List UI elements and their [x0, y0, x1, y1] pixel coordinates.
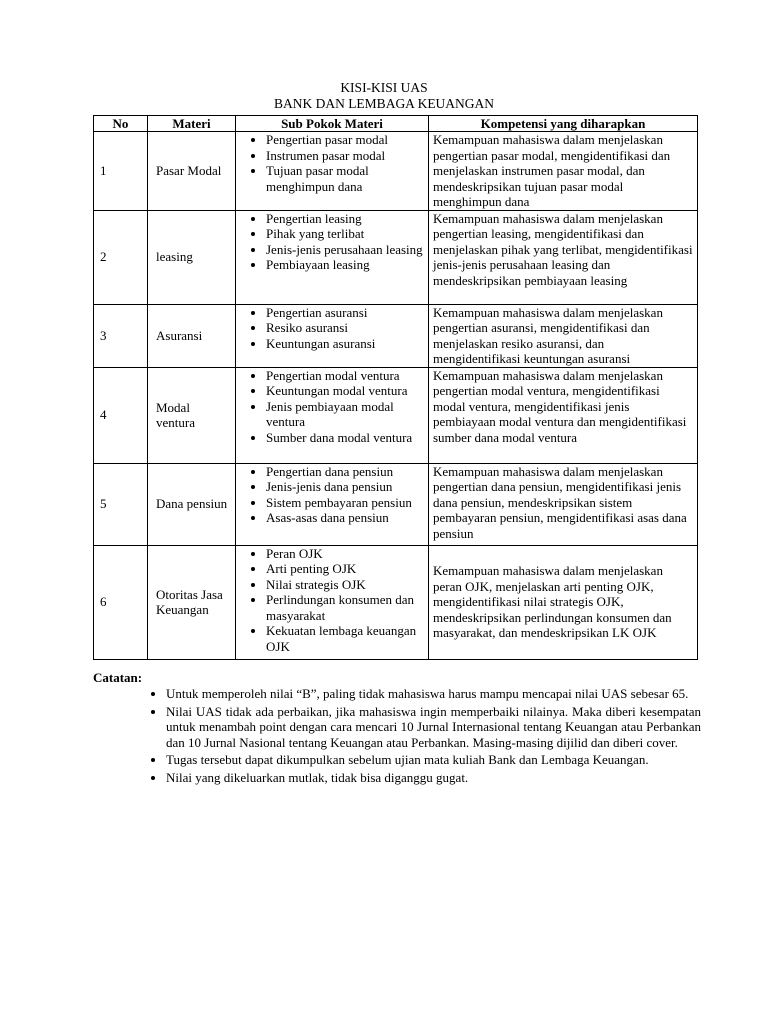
row-materi: Pasar Modal	[148, 132, 236, 211]
sub-item: • Keuntungan asuransi	[266, 336, 424, 352]
table-row	[94, 304, 698, 367]
row-materi: Modal ventura	[148, 367, 236, 463]
table-row	[94, 132, 698, 211]
sub-item: • Keuntungan modal ventura	[266, 383, 424, 399]
sub-item: • Jenis pembiayaan modal ventura	[266, 399, 424, 430]
sub-item: • Peran OJK	[266, 546, 424, 562]
row-number: 1	[94, 132, 148, 211]
sub-item: • Pengertian asuransi	[266, 305, 424, 321]
document-title	[0, 80, 768, 112]
notes-title: Catatan:	[93, 670, 143, 685]
row-kompetensi: Kemampuan mahasiswa dalam menjelaskan pengertian asuransi, mengidentifikasi dan menjelaskan resiko asuransi, dan mengidentifikasi keuntungan asuransi	[429, 304, 698, 367]
note-item: • Tugas tersebut dapat dikumpulkan sebelum ujian mata kuliah Bank dan Lembaga Keuangan.	[166, 752, 701, 768]
row-sub-pokok	[236, 210, 429, 304]
table-row	[94, 210, 698, 304]
table-row	[94, 463, 698, 545]
row-kompetensi: Kemampuan mahasiswa dalam menjelaskan peran OJK, menjelaskan arti penting OJK, mengidentifikasi nilai strategis OJK, mendeskripsikan perlindungan konsumen dan masyarakat, dan mendeskripsikan LK OJK	[429, 545, 698, 659]
note-item: • Untuk memperoleh nilai “B”, paling tidak mahasiswa harus mampu mencapai nilai UAS sebesar 65.	[166, 686, 701, 702]
sub-item: • Resiko asuransi	[266, 320, 424, 336]
column-header-kompetensi: Kompetensi yang diharapkan	[429, 116, 698, 132]
row-number: 5	[94, 463, 148, 545]
row-kompetensi: Kemampuan mahasiswa dalam menjelaskan pengertian modal ventura, mengidentifikasi modal ventura, mengidentifikasi jenis pembiayaan modal ventura dan mengidentifikasi sumber dana modal ventura	[429, 367, 698, 463]
row-sub-pokok	[236, 545, 429, 659]
row-materi: Otoritas Jasa Keuangan	[148, 545, 236, 659]
sub-item: • Instrumen pasar modal	[266, 148, 424, 164]
row-sub-pokok	[236, 367, 429, 463]
title-line-1: KISI-KISI UAS	[340, 80, 428, 95]
row-sub-pokok	[236, 304, 429, 367]
row-sub-pokok	[236, 463, 429, 545]
row-sub-pokok	[236, 132, 429, 211]
column-header-sub-pokok: Sub Pokok Materi	[236, 116, 429, 132]
column-header-no: No	[94, 116, 148, 132]
row-number: 3	[94, 304, 148, 367]
notes-list	[140, 686, 701, 787]
kisi-kisi-table	[93, 115, 698, 660]
note-item: • Nilai UAS tidak ada perbaikan, jika mahasiswa ingin memperbaiki nilainya. Maka diberi kesempatan untuk menambah point dengan cara mencari 10 Jurnal Internasional tentang Keuangan atau Perbankan dan 10 Jurnal Nasional tentang Keuangan atau Perbankan. Masing-masing dijilid dan diberi cover.	[166, 704, 701, 751]
title-line-2: BANK DAN LEMBAGA KEUANGAN	[273, 96, 495, 111]
sub-item: • Sumber dana modal ventura	[266, 430, 424, 446]
sub-item: • Nilai strategis OJK	[266, 577, 424, 593]
row-kompetensi: Kemampuan mahasiswa dalam menjelaskan pengertian leasing, mengidentifikasi dan menjelaskan pihak yang terlibat, mengidentifikasi jenis-jenis perusahaan leasing dan mendeskripsikan pembiayaan leasing	[429, 210, 698, 304]
sub-item: • Perlindungan konsumen dan masyarakat	[266, 592, 424, 623]
sub-item: • Pengertian modal ventura	[266, 368, 424, 384]
sub-item: • Jenis-jenis perusahaan leasing	[266, 242, 424, 258]
sub-item: • Asas-asas dana pensiun	[266, 510, 424, 526]
row-number: 4	[94, 367, 148, 463]
note-item: • Nilai yang dikeluarkan mutlak, tidak bisa diganggu gugat.	[166, 770, 701, 786]
row-kompetensi: Kemampuan mahasiswa dalam menjelaskan pengertian pasar modal, mengidentifikasi dan menjelaskan instrumen pasar modal, dan mendeskripsikan tujuan pasar modal menghimpun dana	[429, 132, 698, 211]
row-number: 6	[94, 545, 148, 659]
sub-item: • Pengertian dana pensiun	[266, 464, 424, 480]
sub-item: • Tujuan pasar modal menghimpun dana	[266, 163, 424, 194]
row-kompetensi: Kemampuan mahasiswa dalam menjelaskan pengertian dana pensiun, mengidentifikasi jenis dana pensiun, mendeskripsikan sistem pembayaran pensiun, mengidentifikasi asas dana pensiun	[429, 463, 698, 545]
sub-item: • Arti penting OJK	[266, 561, 424, 577]
row-materi: Dana pensiun	[148, 463, 236, 545]
sub-item: • Pengertian leasing	[266, 211, 424, 227]
table-row	[94, 367, 698, 463]
row-number: 2	[94, 210, 148, 304]
row-materi: Asuransi	[148, 304, 236, 367]
table-header-row	[94, 116, 698, 132]
table-row	[94, 545, 698, 659]
sub-item: • Sistem pembayaran pensiun	[266, 495, 424, 511]
row-materi: leasing	[148, 210, 236, 304]
sub-item: • Pengertian pasar modal	[266, 132, 424, 148]
sub-item: • Jenis-jenis dana pensiun	[266, 479, 424, 495]
sub-item: • Pihak yang terlibat	[266, 226, 424, 242]
sub-item: • Kekuatan lembaga keuangan OJK	[266, 623, 424, 654]
sub-item: • Pembiayaan leasing	[266, 257, 424, 273]
column-header-materi: Materi	[148, 116, 236, 132]
